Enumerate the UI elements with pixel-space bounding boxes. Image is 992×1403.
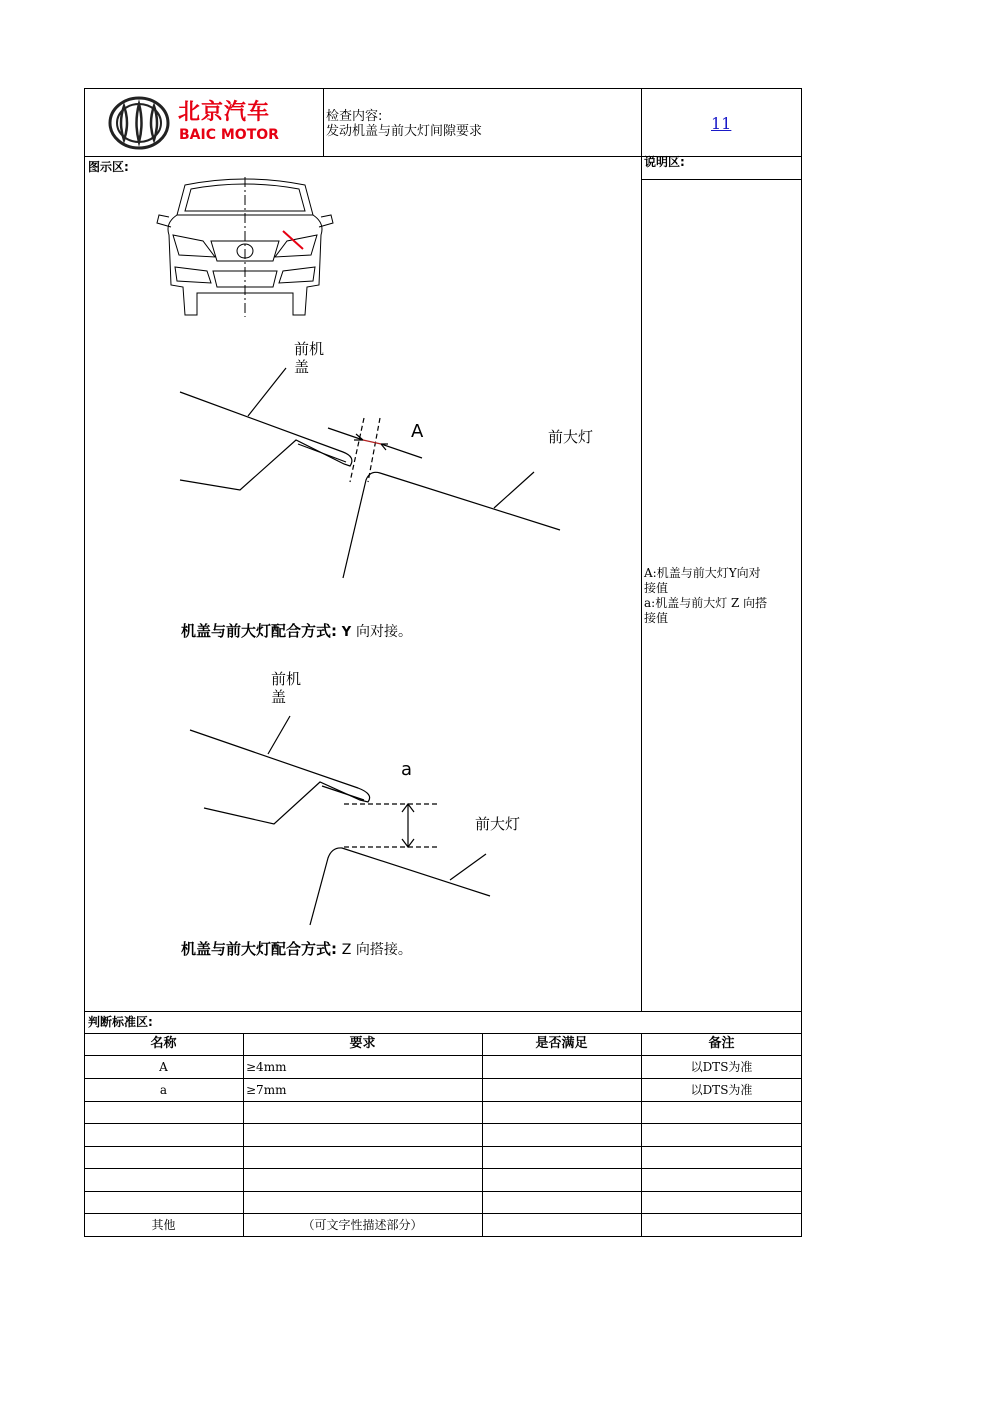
page-number-link[interactable]: 11 [711, 114, 732, 133]
table-col-divider [482, 1033, 483, 1237]
note-line-4: 接值 [644, 611, 669, 625]
diagram1-caption-rest: 向对接。 [355, 624, 412, 640]
table-cell-name: a [159, 1083, 168, 1097]
column-header-requirement: 要求 [349, 1036, 376, 1051]
diagram1-hood-label-line2: 盖 [294, 358, 310, 376]
diagram-y-butt-joint [178, 410, 568, 585]
column-header-satisfied: 是否满足 [535, 1036, 588, 1051]
note-line-3: a:机盖与前大灯 Z 向搭 [644, 596, 768, 610]
table-row-divider [84, 1101, 802, 1102]
criteria-table [84, 1033, 802, 1237]
notes-section-label: 说明区: [644, 155, 685, 169]
diagram-z-lap-joint [188, 720, 498, 930]
table-cell-remark: 以DTS为准 [690, 1060, 753, 1074]
table-row-divider [84, 1191, 802, 1192]
diagram2-caption [181, 940, 412, 959]
diagram1-caption [181, 622, 412, 642]
table-cell-requirement: ≥7mm [246, 1083, 287, 1097]
table-col-divider [243, 1033, 244, 1237]
criteria-section-label: 判断标准区: [88, 1015, 153, 1029]
figure-bottom-rule [84, 1011, 802, 1012]
table-cell-requirement: ≥4mm [246, 1060, 287, 1074]
logo-english-text: BAIC MOTOR [179, 127, 279, 143]
right-column-divider [641, 88, 642, 1012]
table-cell-name: 其他 [151, 1218, 176, 1232]
table-cell-remark: 以DTS为准 [690, 1083, 753, 1097]
logo-chinese-text: 北京汽车 [178, 100, 271, 125]
baic-logo-icon [108, 96, 170, 150]
inspect-label: 检查内容: [326, 109, 383, 124]
table-cell-requirement: （可文字性描述部分） [302, 1218, 423, 1232]
diagram2-lamp-label: 前大灯 [475, 815, 521, 833]
diagram2-dimension-label: a [401, 759, 413, 780]
column-header-name: 名称 [150, 1036, 177, 1051]
diagram2-caption-bold: 机盖与前大灯配合方式: [181, 940, 337, 958]
header-divider-1 [323, 88, 324, 156]
table-row-divider [84, 1168, 802, 1169]
table-cell-name: A [159, 1060, 168, 1074]
notes-header-rule [641, 179, 802, 180]
note-line-2: 接值 [644, 581, 669, 595]
diagram2-hood-label-line2: 盖 [271, 688, 287, 706]
diagram1-caption-mode: Y [341, 625, 352, 640]
note-line-1: A:机盖与前大灯Y向对 [644, 566, 761, 580]
figure-section-label: 图示区: [88, 160, 129, 174]
diagram1-lamp-label: 前大灯 [548, 428, 594, 446]
table-row-divider [84, 1123, 802, 1124]
inspect-value: 发动机盖与前大灯间隙要求 [326, 124, 483, 139]
car-front-view-image [155, 175, 335, 320]
header-bottom-rule [84, 156, 802, 157]
column-header-remark: 备注 [708, 1036, 735, 1051]
diagram2-hood-label-line1: 前机 [271, 670, 302, 688]
diagram1-hood-label-line1: 前机 [294, 340, 325, 358]
diagram1-dimension-label: A [411, 421, 424, 442]
diagram2-caption-rest: Z 向搭接。 [341, 942, 412, 958]
table-row-divider [84, 1146, 802, 1147]
diagram1-caption-bold: 机盖与前大灯配合方式: [181, 622, 337, 640]
